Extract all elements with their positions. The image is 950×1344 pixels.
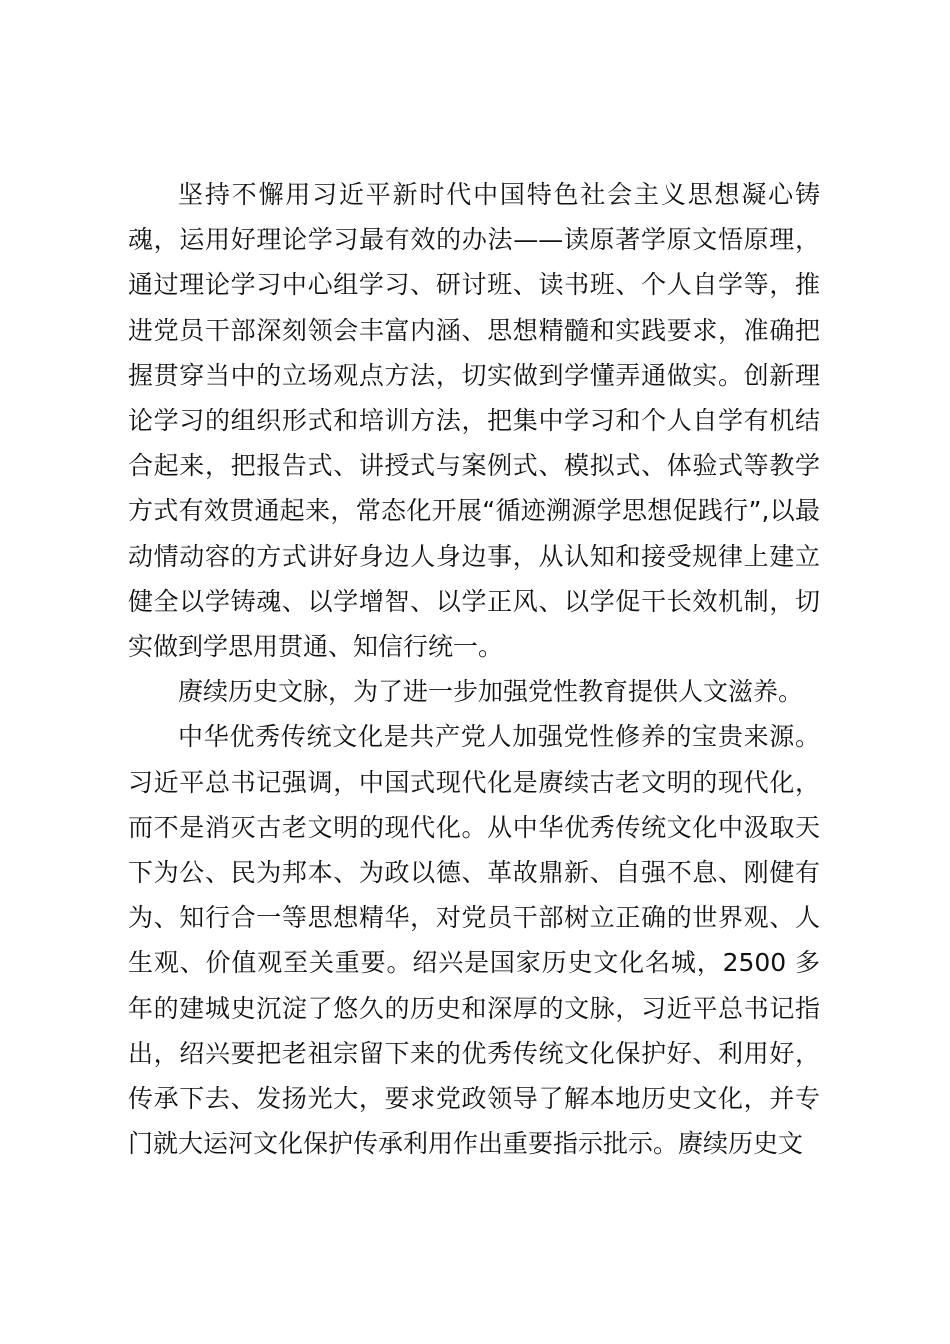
paragraph-study-theory: 坚持不懈用习近平新时代中国特色社会主义思想凝心铸魂，运用好理论学习最有效的办法——读原著学原文悟原理，通过理论学习中心组学习、研讨班、读书班、个人自学等，推进党员干部深刻领会丰富内涵、思想精髓和实践要求，准确把握贯穿当中的立场观点方法，切实做到学懂弄通做实。创新理论学习的组织形式和培训方法，把集中学习和个人自学有机结合起来，把报告式、讲授式与案例式、模拟式、体验式等教学方式有效贯通起来，常态化开展“循迹溯源学思想促践行”,以最动情动容的方式讲好身边人身边事，从认知和接受规律上建立健全以学铸魂、以学增智、以学正风、以学促干长效机制，切实做到学思用贯通、知信行统一。 xyxy=(128,180,820,662)
document-body xyxy=(128,172,820,1166)
paragraph-cultural-heritage-heading: 赓续历史文脉，为了进一步加强党性教育提供人文滋养。 xyxy=(178,677,804,707)
paragraph-traditional-culture: 中华优秀传统文化是共产党人加强党性修养的宝贵来源。习近平总书记强调，中国式现代化是赓续古老文明的现代化，而不是消灭古老文明的现代化。从中华优秀传统文化中汲取天下为公、民为邦本、为政以德、革故鼎新、自强不息、刚健有为、知行合一等思想精华，对党员干部树立正确的世界观、人生观、价值观至关重要。绍兴是国家历史文化名城，2500 多年的建城史沉淀了悠久的历史和深厚的文脉，习近平总书记指出，绍兴要把老祖宗留下来的优秀传统文化保护好、利用好，传承下去、发扬光大，要求党政领导了解本地历史文化，并专门就大运河文化保护传承利用作出重要指示批示。赓续历史文 xyxy=(128,722,820,1159)
